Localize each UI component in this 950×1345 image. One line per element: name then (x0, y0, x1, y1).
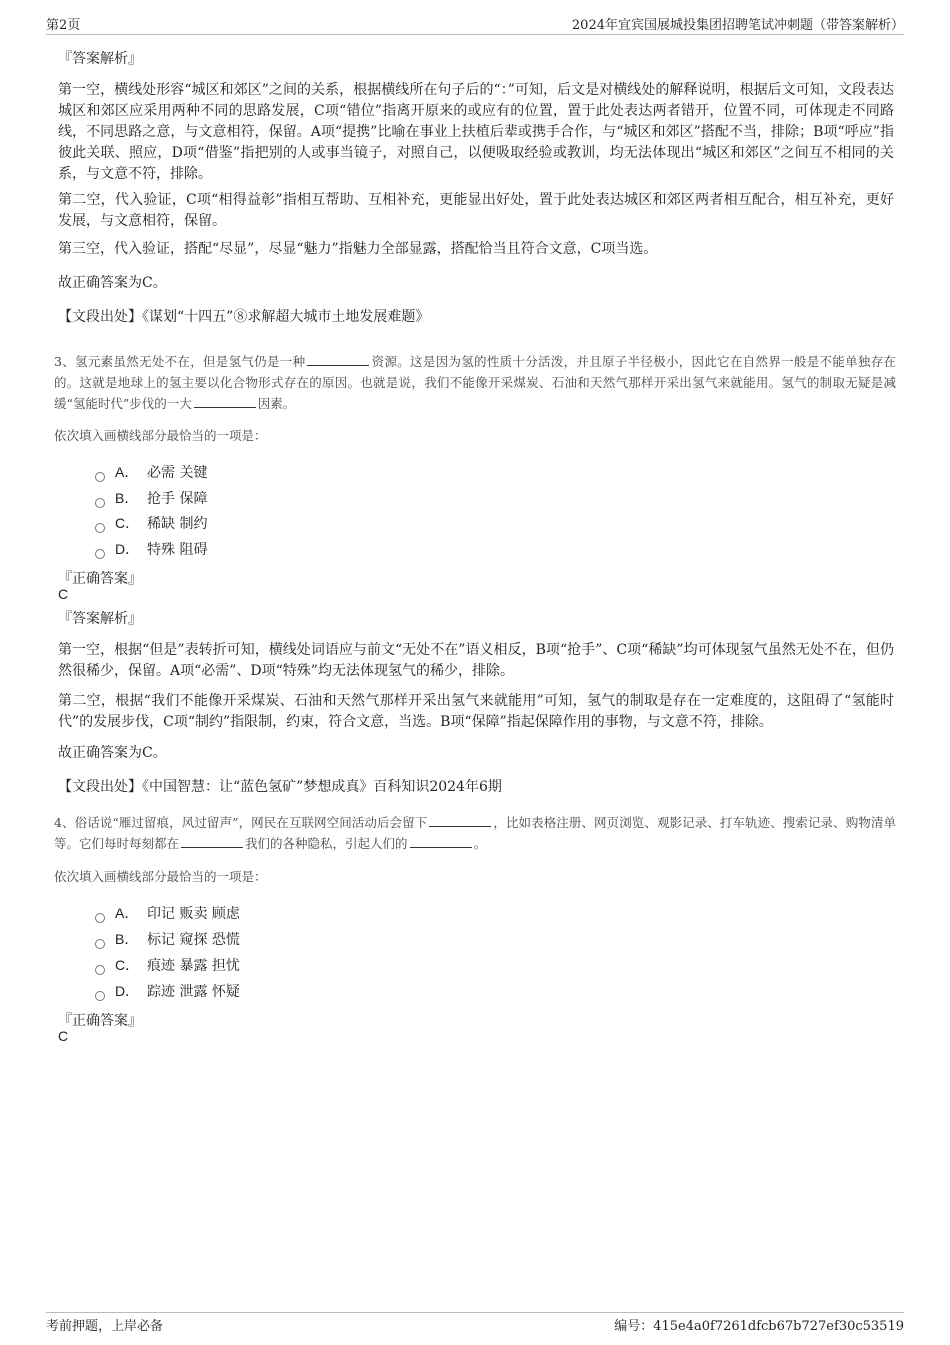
q3-option-b[interactable]: B． 抢手 保障 (95, 488, 207, 508)
q3-option-c[interactable]: C． 稀缺 制约 (95, 513, 207, 533)
q3-analysis-p1: 第一空，根据“但是”表转折可知，横线处词语应与前文“无处不在”语义相反，B项“抢手”、C项“稀缺”均可体现氢气虽然无处不在，但仍然很稀少，保留。A项“必需”、D项“特殊”均无法体现氢气的稀少，排除。 (58, 642, 894, 679)
radio-icon[interactable] (95, 472, 105, 482)
q2-analysis-p3: 第三空，代入验证，搭配“尽显”，尽显“魅力”指魅力全部显露，搭配恰当且符合文意，C项当选。 (58, 241, 658, 257)
radio-icon[interactable] (95, 549, 105, 559)
q2-answer-conclusion: 故正确答案为C。 (58, 275, 167, 291)
q3-answer-conclusion: 故正确答案为C。 (58, 745, 167, 761)
radio-icon[interactable] (95, 523, 105, 533)
q3-source: 【文段出处】《中国智慧：让“蓝色氢矿”梦想成真》百科知识2024年6期 (58, 779, 502, 795)
q4-option-b[interactable]: B． 标记 窥探 恐慌 (95, 929, 240, 949)
q3-answer: C (58, 586, 69, 602)
document-title: 2024年宜宾国展城投集团招聘笔试冲刺题（带答案解析） (571, 18, 904, 33)
q4-prompt: 依次填入画横线部分最恰当的一项是： (54, 869, 267, 884)
radio-icon[interactable] (95, 913, 105, 923)
radio-icon[interactable] (95, 498, 105, 508)
q2-analysis-p1: 第一空，横线处形容“城区和郊区”之间的关系，根据横线所在句子后的“：”可知，后文是对横线处的解释说明，根据后文可知，文段表达城区和郊区应采用两种不同的思路发展，C项“错位”指离开原来的或应有的位置，置于此处表达两者错开，位置不同，可体现走不同路线，不同思路之意，与文意相符，保留。A项“提携”比喻在事业上扶植后辈或携手合作，与“城区和郊区”搭配不当，排除；B项“呼应”指彼此关联、照应，D项“借鉴”指把别的人或事当镜子，对照自己，以便吸取经验或教训，均无法体现出“城区和郊区”之间互不相同的关系，与文意不符，排除。 (58, 82, 894, 182)
q4-blank-1 (429, 814, 491, 827)
radio-icon[interactable] (95, 991, 105, 1001)
radio-icon[interactable] (95, 939, 105, 949)
q4-answer-label: 『正确答案』 (58, 1013, 142, 1029)
page-number: 第2页 (46, 18, 81, 33)
q4-blank-3 (410, 835, 472, 848)
q3-option-a[interactable]: A． 必需 关键 (95, 462, 207, 482)
q4-stem: 4、俗话说“雁过留痕，风过留声”，网民在互联网空间活动后会留下 ，比如表格注册、网页浏览、观影记录、打车轨迹、搜索记录、购物清单等。它们每时每刻都在 我们的各种隐私，引起人们的 。 (54, 815, 896, 851)
q3-stem: 3、氢元素虽然无处不在，但是氢气仍是一种 资源。这是因为氢的性质十分活泼，并且原子半径极小，因此它在自然界一般是不能单独存在的。这就是地球上的氢主要以化合物形式存在的原因。也就是说，我们不能像开采煤炭、石油和天然气那样开采出氢气来就能用。氢气的制取无疑是减缓“氢能时代”步伐的一大 因素。 (54, 354, 896, 411)
page-footer (46, 1312, 904, 1335)
q4-option-c[interactable]: C． 痕迹 暴露 担忧 (95, 955, 240, 975)
q4-option-d[interactable]: D． 踪迹 泄露 怀疑 (95, 981, 240, 1001)
q4-answer: C (58, 1028, 69, 1044)
q4-blank-2 (181, 835, 243, 848)
q3-prompt: 依次填入画横线部分最恰当的一项是： (54, 428, 267, 443)
q2-source: 【文段出处】《谋划“十四五”⑧求解超大城市土地发展难题》 (58, 309, 430, 325)
page-header (46, 14, 904, 35)
q3-option-d[interactable]: D． 特殊 阻碍 (95, 539, 207, 559)
q3-blank-2 (194, 395, 256, 408)
q2-analysis-label: 『答案解析』 (58, 51, 142, 67)
q3-analysis-label: 『答案解析』 (58, 611, 142, 627)
q3-answer-label: 『正确答案』 (58, 571, 142, 587)
footer-slogan: 考前押题，上岸必备 (46, 1319, 164, 1334)
q3-analysis-p2: 第二空，根据“我们不能像开采煤炭、石油和天然气那样开采出氢气来就能用”可知，氢气的制取是存在一定难度的，这阻碍了“氢能时代”的发展步伐，C项“制约”指限制，约束，符合文意，当选。B项“保障”指起保障作用的事物，与文意不符，排除。 (58, 693, 894, 730)
document-code: 编号：415e4a0f7261dfcb67b727ef30c53519 (614, 1319, 904, 1334)
q3-blank-1 (307, 353, 369, 366)
q4-option-a[interactable]: A． 印记 贩卖 顾虑 (95, 903, 240, 923)
radio-icon[interactable] (95, 965, 105, 975)
q2-analysis-p2: 第二空，代入验证，C项“相得益彰”指相互帮助、互相补充，更能显出好处，置于此处表达城区和郊区两者相互配合，相互补充，更好发展，与文意相符，保留。 (58, 192, 894, 229)
